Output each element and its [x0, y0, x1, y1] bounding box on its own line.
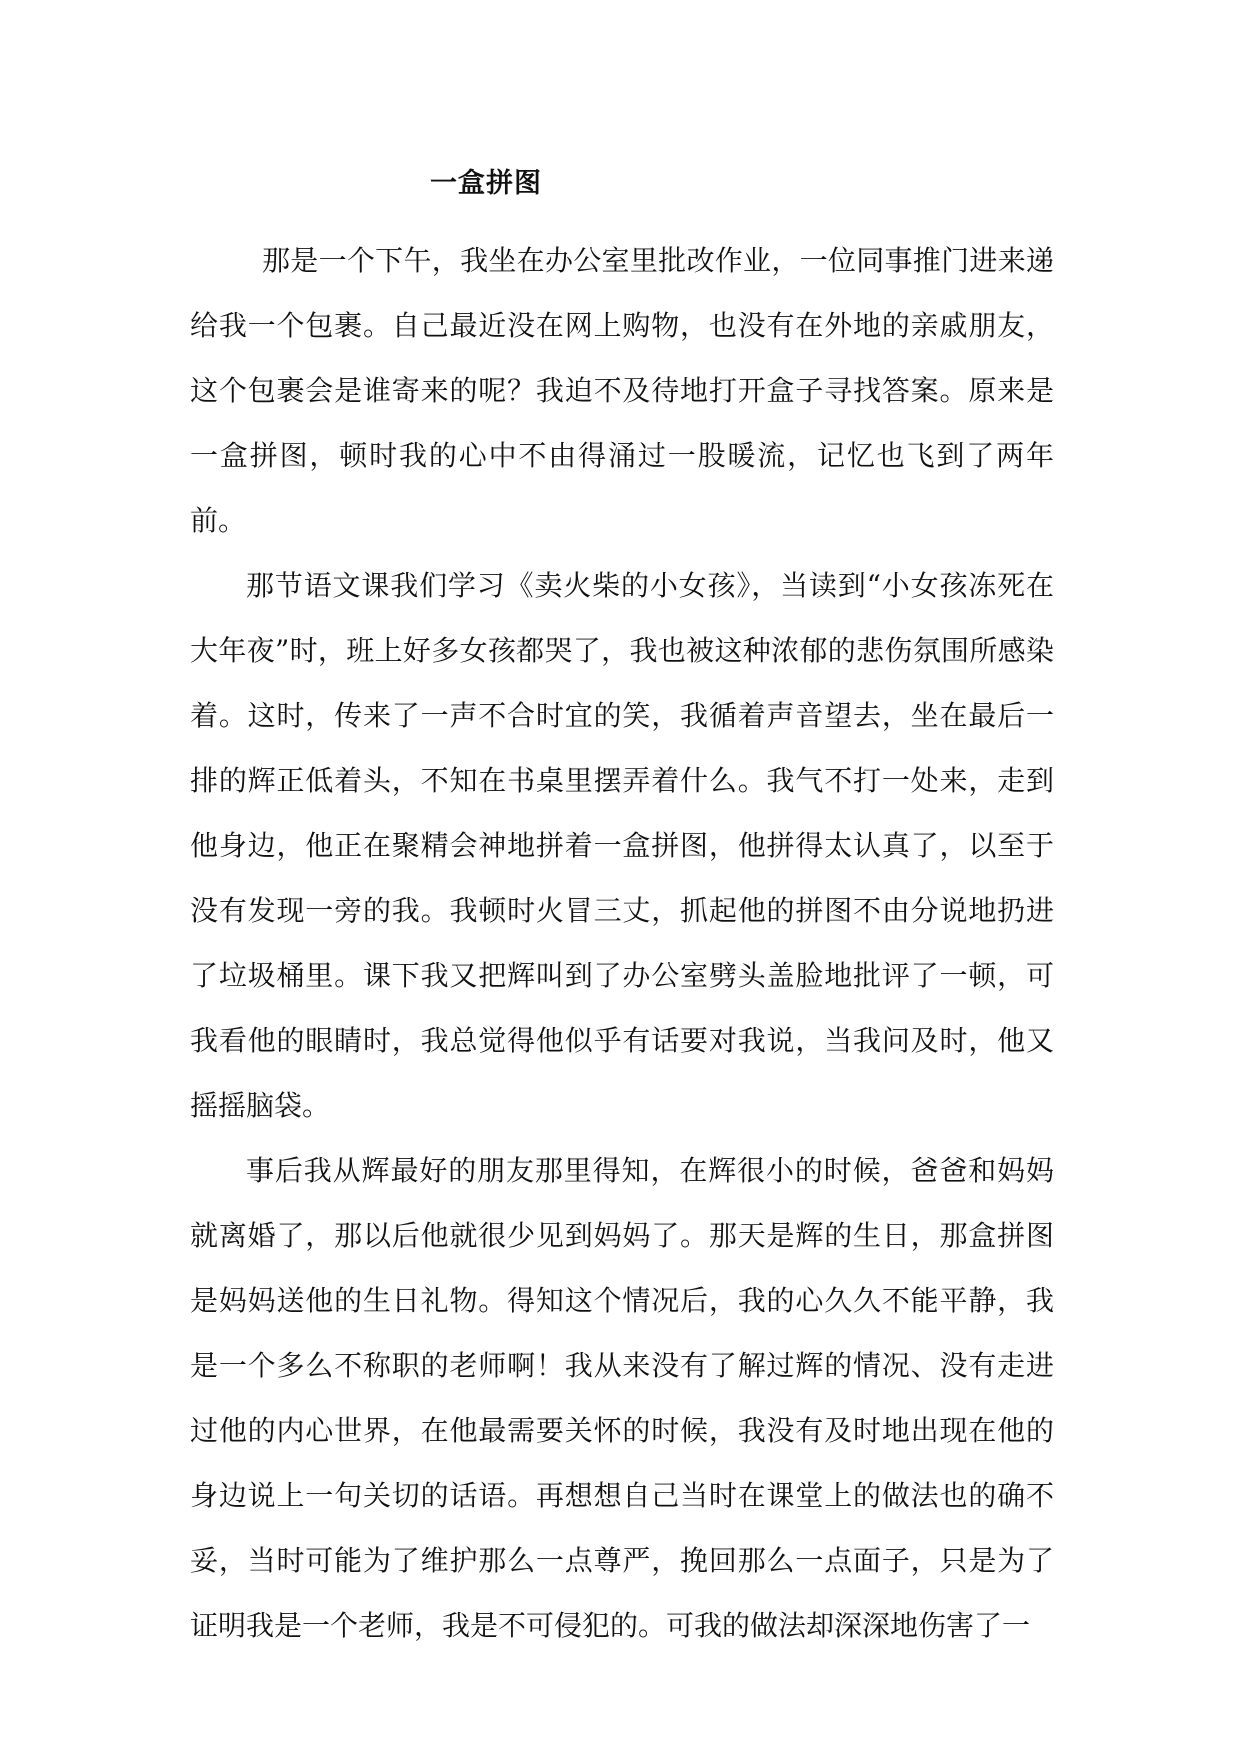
- paragraph-3: 事后我从辉最好的朋友那里得知，在辉很小的时候，爸爸和妈妈就离婚了，那以后他就很少见到妈妈了。那天是辉的生日，那盒拼图是妈妈送他的生日礼物。得知这个情况后，我的心久久不能平静，我是一个多么不称职的老师啊！我从来没有了解过辉的情况、没有走进过他的内心世界，在他最需要关怀的时候，我没有及时地出现在他的身边说上一句关切的话语。再想想自己当时在课堂上的做法也的确不妥，当时可能为了维护那么一点尊严，挽回那么一点面子，只是为了证明我是一个老师，我是不可侵犯的。可我的做法却深深地伤害了一: [190, 1154, 1054, 1642]
- document-title: 一盒拼图: [430, 168, 542, 199]
- document-body: [190, 228, 1054, 1658]
- paragraph-1: 那是一个下午，我坐在办公室里批改作业，一位同事推门进来递给我一个包裹。自己最近没在网上购物，也没有在外地的亲戚朋友，这个包裹会是谁寄来的呢？我迫不及待地打开盒子寻找答案。原来是一盒拼图，顿时我的心中不由得涌过一股暖流，记忆也飞到了两年前。: [190, 244, 1054, 537]
- paragraph-2: 那节语文课我们学习《卖火柴的小女孩》，当读到“小女孩冻死在大年夜”时，班上好多女孩都哭了，我也被这种浓郁的悲伤氛围所感染着。这时，传来了一声不合时宜的笑，我循着声音望去，坐在最后一排的辉正低着头，不知在书桌里摆弄着什么。我气不打一处来，走到他身边，他正在聚精会神地拼着一盒拼图，他拼得太认真了，以至于没有发现一旁的我。我顿时火冒三丈，抓起他的拼图不由分说地扔进了垃圾桶里。课下我又把辉叫到了办公室劈头盖脸地批评了一顿，可我看他的眼睛时，我总觉得他似乎有话要对我说，当我问及时，他又摇摇脑袋。: [190, 569, 1054, 1122]
